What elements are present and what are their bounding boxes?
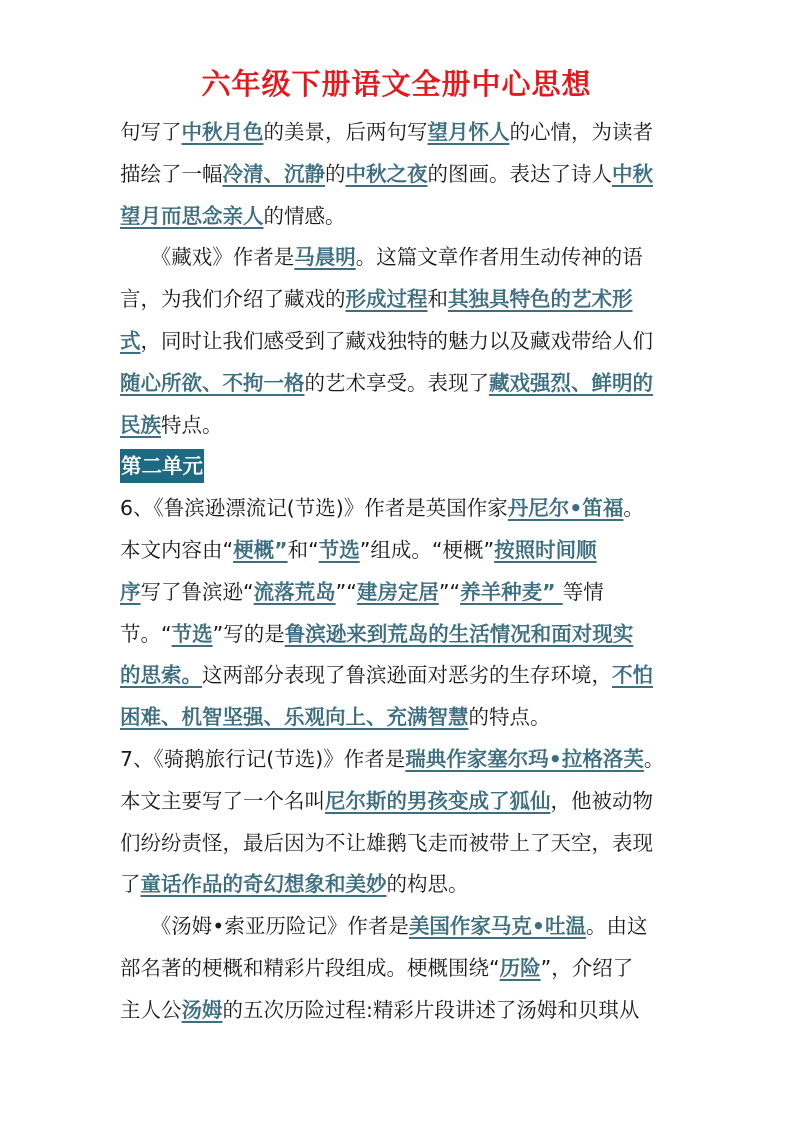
key-phrase: 丹尼尔•笛福 bbox=[507, 496, 624, 521]
key-phrase: 养羊种麦” bbox=[460, 579, 563, 604]
key-phrase: 按照时间顺 bbox=[494, 537, 597, 562]
body-text: 句写了 bbox=[120, 120, 182, 144]
key-phrase: 节选 bbox=[318, 537, 360, 562]
text-line bbox=[120, 112, 680, 154]
body-text: 的艺术享受。表现了 bbox=[304, 370, 489, 395]
key-phrase: 望月而思念亲人 bbox=[120, 203, 264, 228]
body-text: 《藏戏》作者是 bbox=[120, 245, 295, 270]
text-line bbox=[120, 321, 680, 363]
key-phrase: 藏戏强烈、鲜明的 bbox=[489, 370, 653, 395]
body-text: 主人公 bbox=[120, 997, 182, 1022]
body-text: 描绘了一幅 bbox=[120, 161, 223, 186]
body-text: 等情 bbox=[562, 579, 604, 604]
key-phrase: 建房定居 bbox=[356, 579, 439, 604]
key-phrase: 鲁滨逊来到荒岛的生活情况和面对现实 bbox=[284, 621, 634, 646]
text-line bbox=[120, 530, 680, 572]
body-text: ”“ bbox=[335, 579, 357, 604]
body-text: ，同时让我们感受到了藏戏独特的魅力以及藏戏带给人们 bbox=[140, 328, 653, 353]
key-phrase: 中秋月色 bbox=[181, 120, 264, 144]
text-line bbox=[120, 405, 680, 447]
body-text: 写了鲁滨逊“ bbox=[140, 579, 254, 604]
body-text: 。这篇文章作者用生动传神的语 bbox=[355, 245, 643, 270]
key-phrase: 民族 bbox=[120, 412, 161, 437]
key-phrase: 望月怀人 bbox=[427, 120, 510, 144]
body-text: 和 bbox=[427, 287, 448, 312]
text-line bbox=[120, 446, 680, 488]
body-text: 特点。 bbox=[161, 412, 223, 437]
body-text: 的图画。表达了诗人 bbox=[427, 161, 612, 186]
body-text: 的五次历险过程:精彩片段讲述了汤姆和贝琪从 bbox=[222, 997, 640, 1022]
key-phrase: 随心所欲、不拘一格 bbox=[120, 370, 305, 395]
key-phrase: 美国作家马克•吐温 bbox=[408, 914, 586, 939]
text-line bbox=[120, 655, 680, 697]
body-text: 。由这 bbox=[585, 914, 648, 939]
key-phrase: 节选 bbox=[171, 621, 213, 646]
document-body bbox=[120, 112, 680, 1032]
body-text: 本文主要写了一个名叫 bbox=[120, 788, 325, 813]
body-text: 本文内容由“ bbox=[120, 537, 234, 562]
body-text: 部名著的梗概和精彩片段组成。梗概围绕“ bbox=[120, 955, 500, 980]
body-text: 言，为我们介绍了藏戏的 bbox=[120, 287, 346, 312]
body-text: ”“ bbox=[438, 579, 461, 604]
text-line bbox=[120, 154, 680, 196]
key-phrase: 瑞典作家塞尔玛•拉格洛芙 bbox=[405, 746, 644, 771]
body-text: 。 bbox=[643, 746, 665, 771]
text-line bbox=[120, 906, 680, 948]
body-text: 。 bbox=[623, 496, 644, 521]
body-text: 们纷纷责怪，最后因为不让雄鹅飞走而被带上了天空，表现 bbox=[120, 830, 653, 855]
key-phrase: 冷清、沉静 bbox=[222, 161, 325, 186]
body-text: 和“ bbox=[287, 537, 319, 562]
text-line bbox=[120, 279, 680, 321]
body-text: 6、《鲁滨逊漂流记(节选)》作者是英国作家 bbox=[120, 496, 508, 521]
key-phrase: 形成过程 bbox=[345, 287, 428, 312]
key-phrase: 中秋 bbox=[612, 161, 653, 186]
text-line bbox=[120, 572, 680, 614]
body-text: ”组成。“梗概” bbox=[359, 537, 495, 562]
text-line bbox=[120, 697, 680, 739]
key-phrase: 梗概” bbox=[233, 537, 288, 562]
body-text: 这两部分表现了鲁滨逊面对恶劣的生存环境， bbox=[202, 663, 612, 688]
text-line bbox=[120, 739, 680, 781]
key-phrase: 序 bbox=[120, 579, 141, 604]
key-phrase: 中秋之夜 bbox=[345, 161, 428, 186]
key-phrase: 不怕 bbox=[612, 663, 653, 688]
key-phrase: 历险 bbox=[499, 955, 541, 980]
key-phrase: 童话作品的奇幻想象和美妙 bbox=[140, 872, 387, 897]
body-text: 的构思。 bbox=[386, 872, 469, 897]
key-phrase: 式 bbox=[120, 328, 141, 353]
key-phrase: 马晨明 bbox=[294, 245, 356, 270]
body-text: ”写的是 bbox=[212, 621, 285, 646]
text-line bbox=[120, 823, 680, 865]
key-phrase: 困难、机智坚强、乐观向上、充满智慧 bbox=[120, 705, 469, 730]
body-text: 的特点。 bbox=[468, 705, 551, 730]
text-line bbox=[120, 237, 680, 279]
body-text: 了 bbox=[120, 872, 141, 897]
key-phrase: 尼尔斯的男孩变成了狐仙 bbox=[325, 788, 551, 813]
text-line bbox=[120, 196, 680, 238]
text-line bbox=[120, 488, 680, 530]
body-text: ”，介绍了 bbox=[540, 955, 634, 980]
text-line bbox=[120, 363, 680, 405]
page-title: 六年级下册语文全册中心思想 bbox=[201, 67, 592, 101]
body-text: 《汤姆•索亚历险记》作者是 bbox=[120, 914, 409, 939]
key-phrase: 的思索。 bbox=[120, 663, 202, 688]
body-text: 的 bbox=[325, 161, 346, 186]
body-text: 的美景，后两句写 bbox=[263, 120, 428, 144]
text-line bbox=[120, 990, 680, 1032]
key-phrase: 汤姆 bbox=[181, 997, 223, 1022]
body-text: 的心情，为读者 bbox=[509, 120, 653, 144]
text-line bbox=[120, 614, 680, 656]
section-heading: 第二单元 bbox=[120, 449, 204, 483]
key-phrase: 其独具特色的艺术形 bbox=[448, 287, 633, 312]
body-text: 节。“ bbox=[120, 621, 172, 646]
text-line bbox=[120, 864, 680, 906]
key-phrase: 流落荒岛 bbox=[253, 579, 336, 604]
body-text: 7、《骑鹅旅行记(节选)》作者是 bbox=[120, 746, 406, 771]
body-text: 的情感。 bbox=[263, 203, 346, 228]
body-text: ，他被动物 bbox=[550, 788, 653, 813]
text-line bbox=[120, 781, 680, 823]
text-line bbox=[120, 948, 680, 990]
